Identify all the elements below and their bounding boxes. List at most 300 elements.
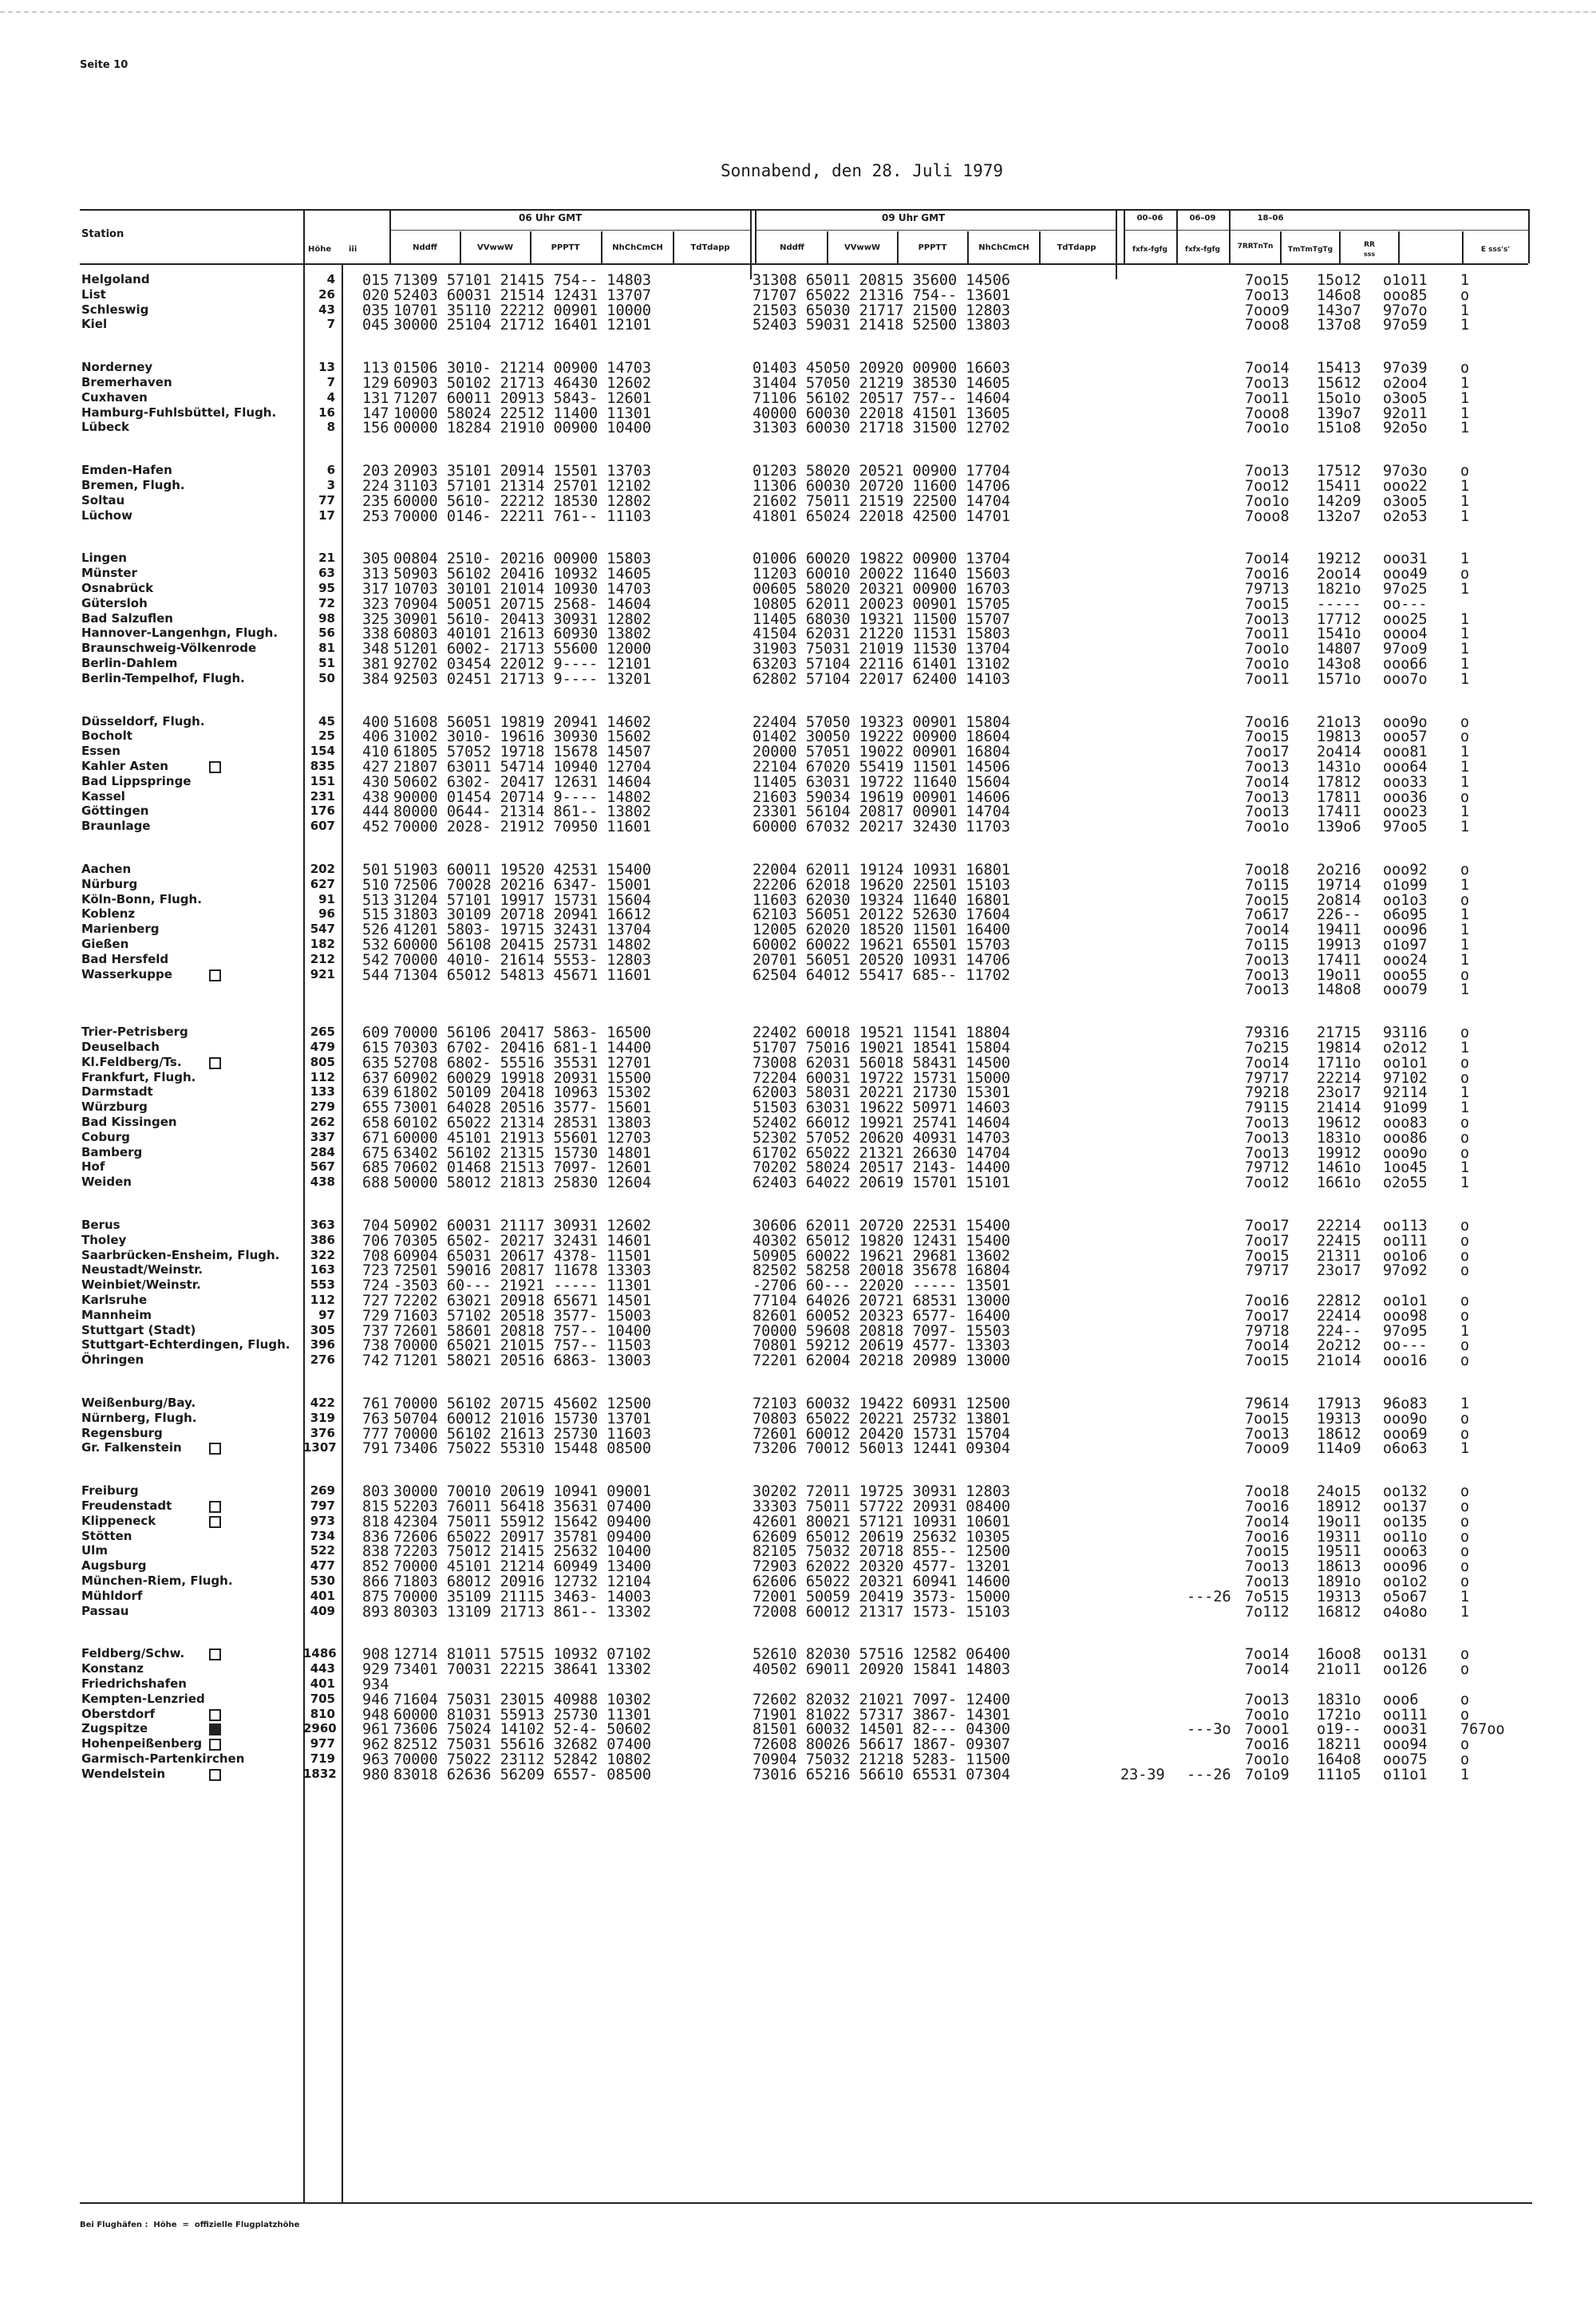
- precip: oo131: [1383, 1646, 1428, 1664]
- temp-group: 1461o: [1317, 1159, 1361, 1177]
- station-name: Oberstdorf: [81, 1706, 156, 1721]
- temp-group: 1821o: [1317, 581, 1361, 598]
- obs-09: 72608 80026 56617 1867- 09307: [753, 1736, 1011, 1754]
- temp-group: 17712: [1317, 610, 1361, 628]
- obs-06: -3503 60--- 21921 ----- 11301: [393, 1277, 652, 1295]
- obs-09: -2706 60--- 22020 ----- 13501: [753, 1277, 1011, 1295]
- station-row: [0, 478, 1596, 493]
- hdr-sep: [1280, 231, 1282, 263]
- station-height: 56: [318, 626, 335, 641]
- square-icon: [209, 1443, 221, 1455]
- hdr-sep: [1176, 209, 1178, 263]
- obs-06: 50602 6302- 20417 12631 14604: [393, 773, 652, 791]
- station-height: 96: [318, 906, 335, 922]
- station-name: Lüchow: [81, 507, 132, 523]
- station-row: [0, 1483, 1596, 1501]
- station-number: 253: [362, 507, 389, 525]
- temp-group: 2o212: [1317, 1337, 1361, 1355]
- min-max-temp: 7oo13: [1245, 1573, 1290, 1590]
- obs-09: 72103 60032 19422 60931 12500: [753, 1396, 1011, 1412]
- min-max-temp: 7oo13: [1245, 804, 1290, 821]
- temp-group: 1891o: [1317, 1573, 1361, 1590]
- obs-09: 52610 82030 57516 12582 06400: [753, 1646, 1011, 1664]
- obs-06: 30000 70010 20619 10941 09001: [393, 1483, 652, 1501]
- hdr-sep: [673, 231, 674, 263]
- snow-code: 1: [1460, 375, 1470, 392]
- hdr-sep: [303, 209, 305, 263]
- precip: 97o95: [1383, 1322, 1428, 1340]
- station-number: 963: [362, 1751, 389, 1768]
- snow-code: o: [1460, 1528, 1470, 1546]
- obs-09: 62609 65012 20619 25632 10305: [753, 1528, 1011, 1546]
- min-max-temp: 7oo16: [1245, 713, 1290, 731]
- period1-sub: fxfx-fgfg: [1132, 246, 1167, 254]
- station-name: Zugspitze: [81, 1721, 148, 1736]
- station-number: 946: [362, 1691, 389, 1708]
- station-name: Berus: [81, 1218, 120, 1232]
- min-max-temp: 7o515: [1245, 1588, 1290, 1605]
- station-row: [0, 1543, 1596, 1561]
- col-rr-sub: sss: [1363, 251, 1376, 258]
- temp-group: o19--: [1317, 1721, 1361, 1739]
- station-height: 43: [318, 302, 335, 317]
- station-height: 276: [310, 1352, 335, 1368]
- min-max-temp: 7oo13: [1245, 1425, 1290, 1443]
- station-name: Würzburg: [81, 1100, 148, 1115]
- station-height: 231: [310, 788, 335, 804]
- station-number: 224: [362, 478, 389, 495]
- station-name: Aachen: [81, 862, 132, 876]
- snow-code: 1: [1460, 1040, 1470, 1056]
- temp-group: 226--: [1317, 906, 1361, 924]
- station-height: 45: [318, 713, 335, 728]
- snow-code: 1: [1460, 1159, 1470, 1177]
- station-number: 147: [362, 405, 389, 422]
- station-row: [0, 1573, 1596, 1589]
- header-station: Station: [81, 228, 124, 240]
- precip: ooo79: [1383, 981, 1428, 999]
- snow-code: o: [1460, 1543, 1470, 1561]
- station-name: Hannover-Langenhgn, Flugh.: [81, 626, 279, 641]
- col09-vvwww: VVwwW: [844, 243, 880, 252]
- col09-nhchcmch: NhChCmCH: [978, 243, 1029, 252]
- hdr-sep: [530, 231, 531, 263]
- obs-09: 52402 66012 19921 25741 14604: [753, 1115, 1011, 1131]
- station-height: 607: [310, 819, 335, 834]
- station-row: [0, 508, 1596, 523]
- station-height: 547: [310, 922, 335, 937]
- station-height: 363: [310, 1218, 335, 1232]
- station-name: Braunschweig-Völkenrode: [81, 641, 257, 656]
- station-name: Gütersloh: [81, 595, 148, 610]
- temp-group: 1431o: [1317, 759, 1361, 776]
- precip: ooo36: [1383, 788, 1428, 806]
- station-height: 1307: [303, 1440, 337, 1455]
- station-number: 866: [362, 1573, 389, 1590]
- station-height: 479: [310, 1040, 335, 1054]
- station-number: 348: [362, 641, 389, 658]
- station-name: Bad Kissingen: [81, 1115, 177, 1129]
- station-name: Weißenburg/Bay.: [81, 1396, 196, 1410]
- min-max-temp: 7oo14: [1245, 773, 1290, 791]
- snow-code: 1: [1460, 773, 1470, 791]
- square-icon: [209, 969, 221, 981]
- station-height: 97: [318, 1307, 335, 1322]
- obs-06: 73401 70031 22215 38641 13302: [393, 1661, 652, 1679]
- precip: ooo9o: [1383, 713, 1428, 731]
- station-number: 875: [362, 1588, 389, 1605]
- precip: ooo96: [1383, 922, 1428, 939]
- station-name: Saarbrücken-Ensheim, Flugh.: [81, 1247, 280, 1262]
- block06-divider: [389, 230, 750, 231]
- col06-ppptt: PPPTT: [551, 243, 580, 252]
- station-height: 262: [310, 1115, 335, 1129]
- precip: o1o99: [1383, 876, 1428, 894]
- obs-09: 21602 75011 21519 22500 14704: [753, 492, 1011, 510]
- station-row: [0, 656, 1596, 671]
- snow-code: o: [1460, 1661, 1470, 1679]
- station-number: 763: [362, 1410, 389, 1427]
- square-icon: [209, 1648, 221, 1660]
- obs-06: 71201 58021 20516 6863- 13003: [393, 1352, 652, 1370]
- temp-group: 1831o: [1317, 1129, 1361, 1147]
- station-number: 934: [362, 1676, 389, 1693]
- station-name: Koblenz: [81, 906, 136, 922]
- obs-06: 71604 75031 23015 40988 10302: [393, 1691, 652, 1708]
- station-height: 13: [318, 360, 335, 375]
- station-number: 706: [362, 1232, 389, 1250]
- station-number: 688: [362, 1175, 389, 1192]
- station-name: Lübeck: [81, 420, 130, 435]
- min-max-temp: 7oo13: [1245, 966, 1290, 984]
- station-name: Frankfurt, Flugh.: [81, 1069, 196, 1084]
- temp-group: 19814: [1317, 1040, 1361, 1056]
- station-height: 337: [310, 1129, 335, 1144]
- station-name: Mühldorf: [81, 1588, 143, 1603]
- block09-divider: [755, 230, 1116, 231]
- min-max-temp: 7oo13: [1245, 759, 1290, 776]
- snow-code: 1: [1460, 302, 1470, 319]
- page-label: Seite 10: [80, 59, 128, 71]
- precip: 91o99: [1383, 1100, 1428, 1117]
- snow-code: o: [1460, 1069, 1470, 1087]
- station-number: 338: [362, 626, 389, 643]
- station-number: 542: [362, 951, 389, 969]
- precip: 92114: [1383, 1084, 1428, 1102]
- obs-06: 51903 60011 19520 42531 15400: [393, 862, 652, 879]
- station-height: 269: [310, 1483, 335, 1498]
- top-dashed-rule: [0, 11, 1596, 13]
- station-row: [0, 641, 1596, 656]
- station-number: 704: [362, 1218, 389, 1234]
- station-height: 322: [310, 1247, 335, 1262]
- obs-06: 41201 5803- 19715 32431 13704: [393, 922, 652, 939]
- station-name: Garmisch-Partenkirchen: [81, 1751, 245, 1766]
- obs-09: 22206 62018 19620 22501 15103: [753, 876, 1011, 894]
- obs-06: 80303 13109 21713 861-- 13302: [393, 1603, 652, 1621]
- temp-group: 19311: [1317, 1528, 1361, 1546]
- obs-06: 60803 40101 21613 60930 13802: [393, 626, 652, 643]
- temp-group: 16oo8: [1317, 1646, 1361, 1664]
- obs-09: 21503 65030 21717 21500 12803: [753, 302, 1011, 319]
- station-height: 95: [318, 581, 335, 595]
- precip: oo111: [1383, 1232, 1428, 1250]
- header-top-rule: [80, 209, 1528, 211]
- station-name: Stuttgart-Echterdingen, Flugh.: [81, 1337, 290, 1352]
- min-max-temp: 7ooo8: [1245, 317, 1290, 334]
- obs-09: 62403 64022 20619 15701 15101: [753, 1175, 1011, 1192]
- min-max-temp: 7oo15: [1245, 891, 1290, 909]
- station-name: Weinbiet/Weinstr.: [81, 1277, 201, 1293]
- precip: 92o11: [1383, 405, 1428, 422]
- station-number: 438: [362, 788, 389, 806]
- station-row: [0, 375, 1596, 390]
- station-name: Freiburg: [81, 1483, 139, 1498]
- snow-code: 1: [1460, 922, 1470, 939]
- precip: oo1o3: [1383, 891, 1428, 909]
- temp-group: 164o8: [1317, 1751, 1361, 1768]
- obs-06: 73606 75024 14102 52-4- 50602: [393, 1721, 652, 1739]
- precip: 96o83: [1383, 1396, 1428, 1412]
- snow-code: 1: [1460, 759, 1470, 776]
- obs-09: 20701 56051 20520 10931 14706: [753, 951, 1011, 969]
- station-name: Kl.Feldberg/Ts.: [81, 1054, 182, 1069]
- station-number: 501: [362, 862, 389, 879]
- temp-group: 15o1o: [1317, 389, 1361, 407]
- hdr-sep: [755, 209, 757, 263]
- station-name: Wasserkuppe: [81, 966, 172, 981]
- obs-06: 10703 30101 21014 10930 14703: [393, 581, 652, 598]
- station-row: [0, 1175, 1596, 1190]
- min-max-temp: 7oo13: [1245, 981, 1290, 999]
- snow-code: o: [1460, 862, 1470, 879]
- station-row: [0, 390, 1596, 405]
- precip: o1o97: [1383, 937, 1428, 954]
- station-number: 708: [362, 1247, 389, 1265]
- snow-code: 1: [1460, 906, 1470, 924]
- station-number: 852: [362, 1558, 389, 1576]
- table-bottom-rule: [80, 2202, 1532, 2204]
- precip: o3oo5: [1383, 389, 1428, 407]
- snow-code: 1: [1460, 981, 1470, 999]
- precip: ooo92: [1383, 862, 1428, 879]
- snow-code: o: [1460, 286, 1470, 304]
- station-height: 401: [310, 1676, 335, 1691]
- min-max-temp: 7oo11: [1245, 626, 1290, 643]
- precip: 97o25: [1383, 581, 1428, 598]
- period2-sub: fxfx-fgfg: [1185, 246, 1220, 254]
- snow-code: 1: [1460, 551, 1470, 568]
- hdr-sep: [460, 231, 461, 263]
- temp-group: 21o11: [1317, 1661, 1361, 1679]
- col09-ppptt: PPPTT: [918, 243, 947, 252]
- hdr-sep: [1398, 231, 1400, 263]
- station-name: Essen: [81, 744, 120, 759]
- obs-06: 90000 01454 20714 9---- 14802: [393, 788, 652, 806]
- station-row: [0, 1337, 1596, 1355]
- station-row: [0, 287, 1596, 302]
- station-number: 961: [362, 1721, 389, 1739]
- min-max-temp: 7oo1o: [1245, 656, 1290, 673]
- station-row: [0, 1025, 1596, 1040]
- temp-group: 22812: [1317, 1293, 1361, 1309]
- snow-code: 1: [1460, 478, 1470, 495]
- station-height: 973: [310, 1513, 335, 1528]
- station-height: 522: [310, 1543, 335, 1558]
- station-height: 25: [318, 728, 335, 744]
- precip: ooo22: [1383, 478, 1428, 495]
- station-number: 235: [362, 492, 389, 510]
- square-icon: [209, 1769, 221, 1781]
- precip: oo---: [1383, 595, 1428, 613]
- snow-code: o: [1460, 1706, 1470, 1724]
- obs-06: 70000 56102 21613 25730 11603: [393, 1425, 652, 1443]
- obs-09: 71707 65022 21316 754-- 13601: [753, 286, 1011, 304]
- precip: ooo63: [1383, 1543, 1428, 1561]
- obs-09: 12005 62020 18520 11501 16400: [753, 922, 1011, 939]
- station-name: Norderney: [81, 360, 153, 375]
- precip: o11o1: [1383, 1766, 1428, 1783]
- snow-code: 1: [1460, 1175, 1470, 1192]
- station-number: 045: [362, 317, 389, 334]
- temp-group: 19612: [1317, 1115, 1361, 1131]
- header-iii: iii: [349, 245, 358, 254]
- min-max-temp: 7oo16: [1245, 1736, 1290, 1754]
- station-number: 203: [362, 463, 389, 480]
- obs-09: 22004 62011 19124 10931 16801: [753, 862, 1011, 879]
- min-max-temp: 7oo1o: [1245, 1706, 1290, 1724]
- precip: o2o53: [1383, 507, 1428, 525]
- station-name: Wendelstein: [81, 1766, 166, 1781]
- station-height: 319: [310, 1410, 335, 1425]
- temp-group: 1661o: [1317, 1175, 1361, 1192]
- station-name: Weiden: [81, 1175, 132, 1190]
- station-name: Köln-Bonn, Flugh.: [81, 891, 202, 906]
- temp-group: 19313: [1317, 1588, 1361, 1605]
- snow-code: o: [1460, 1262, 1470, 1280]
- min-max-temp: 7oo13: [1245, 1691, 1290, 1708]
- temp-group: 1711o: [1317, 1054, 1361, 1072]
- station-number: 723: [362, 1262, 389, 1280]
- obs-06: 00804 2510- 20216 00900 15803: [393, 551, 652, 568]
- precip: oooo4: [1383, 626, 1428, 643]
- obs-06: 70602 01468 21513 7097- 12601: [393, 1159, 652, 1177]
- snow-code: 1: [1460, 1084, 1470, 1102]
- snow-code: 1: [1460, 1322, 1470, 1340]
- snow-code: o: [1460, 1410, 1470, 1427]
- station-height: 627: [310, 876, 335, 891]
- station-row: [0, 1084, 1596, 1100]
- station-number: 818: [362, 1513, 389, 1530]
- temp-group: 2o814: [1317, 891, 1361, 909]
- station-row: [0, 819, 1596, 834]
- station-name: Öhringen: [81, 1352, 144, 1368]
- temp-group: 1541o: [1317, 626, 1361, 643]
- snow-code: o: [1460, 1307, 1470, 1325]
- station-number: 729: [362, 1307, 389, 1325]
- station-number: 791: [362, 1440, 389, 1458]
- temp-group: 22414: [1317, 1307, 1361, 1325]
- station-name: Deuselbach: [81, 1040, 160, 1054]
- precip: oo126: [1383, 1661, 1428, 1679]
- station-name: Bad Lippspringe: [81, 773, 192, 788]
- station-row: [0, 1145, 1596, 1160]
- gust-value: ---3o: [1187, 1721, 1231, 1739]
- precip: 93116: [1383, 1025, 1428, 1042]
- station-height: 8: [326, 420, 335, 435]
- station-number: 836: [362, 1528, 389, 1546]
- snow-code: 1: [1460, 744, 1470, 761]
- min-max-temp: 7oo1o: [1245, 641, 1290, 658]
- precip: o1o11: [1383, 272, 1428, 289]
- station-row: [0, 967, 1596, 982]
- temp-group: 18613: [1317, 1558, 1361, 1576]
- temp-group: 143o7: [1317, 302, 1361, 319]
- snow-code: o: [1460, 1218, 1470, 1234]
- station-row: [0, 981, 1596, 997]
- station-number: 515: [362, 906, 389, 924]
- station-number: 410: [362, 744, 389, 761]
- obs-06: 50902 60031 21117 30931 12602: [393, 1218, 652, 1234]
- header-block09: 09 Uhr GMT: [882, 212, 946, 223]
- precip: ooo64: [1383, 759, 1428, 776]
- snow-code: o: [1460, 1232, 1470, 1250]
- snow-code: o: [1460, 1054, 1470, 1072]
- station-row: [0, 566, 1596, 581]
- station-row: [0, 611, 1596, 626]
- station-name: Stuttgart (Stadt): [81, 1322, 196, 1337]
- obs-06: 70000 0146- 22211 761-- 11103: [393, 507, 652, 525]
- min-max-temp: 7oo11: [1245, 389, 1290, 407]
- precip: oo---: [1383, 1337, 1428, 1355]
- snow-code: 1: [1460, 581, 1470, 598]
- col06-tdtdapp: TdTdapp: [690, 243, 730, 252]
- precip: ooo57: [1383, 728, 1428, 746]
- min-max-temp: 7o115: [1245, 937, 1290, 954]
- min-max-temp: 7oo15: [1245, 272, 1290, 289]
- snow-code: o: [1460, 1558, 1470, 1576]
- precip: ooo31: [1383, 1721, 1428, 1739]
- station-height: 835: [310, 759, 335, 773]
- station-height: 98: [318, 610, 335, 626]
- snow-code: 1: [1460, 951, 1470, 969]
- station-row: [0, 789, 1596, 804]
- precip: o2oo4: [1383, 375, 1428, 392]
- obs-09: 22404 57050 19323 00901 15804: [753, 713, 1011, 731]
- precip: 97o92: [1383, 1262, 1428, 1280]
- station-row: [0, 1646, 1596, 1664]
- station-number: 803: [362, 1483, 389, 1501]
- snow-code: 1: [1460, 656, 1470, 673]
- station-number: 761: [362, 1396, 389, 1412]
- precip: ooo98: [1383, 1307, 1428, 1325]
- temp-group: -----: [1317, 595, 1361, 613]
- snow-code: 1: [1460, 626, 1470, 643]
- col06-nhchcmch: NhChCmCH: [612, 243, 663, 252]
- obs-09: 42601 80021 57121 10931 10601: [753, 1513, 1011, 1530]
- header-block06: 06 Uhr GMT: [519, 212, 583, 223]
- precip: ooo85: [1383, 286, 1428, 304]
- temp-group: 21o13: [1317, 713, 1361, 731]
- precip: oo1o1: [1383, 1293, 1428, 1309]
- snow-code: o: [1460, 713, 1470, 731]
- station-number: 129: [362, 375, 389, 392]
- station-height: 21: [318, 551, 335, 566]
- station-row: [0, 463, 1596, 478]
- station-row: [0, 405, 1596, 421]
- station-height: 112: [310, 1293, 335, 1307]
- station-row: [0, 317, 1596, 332]
